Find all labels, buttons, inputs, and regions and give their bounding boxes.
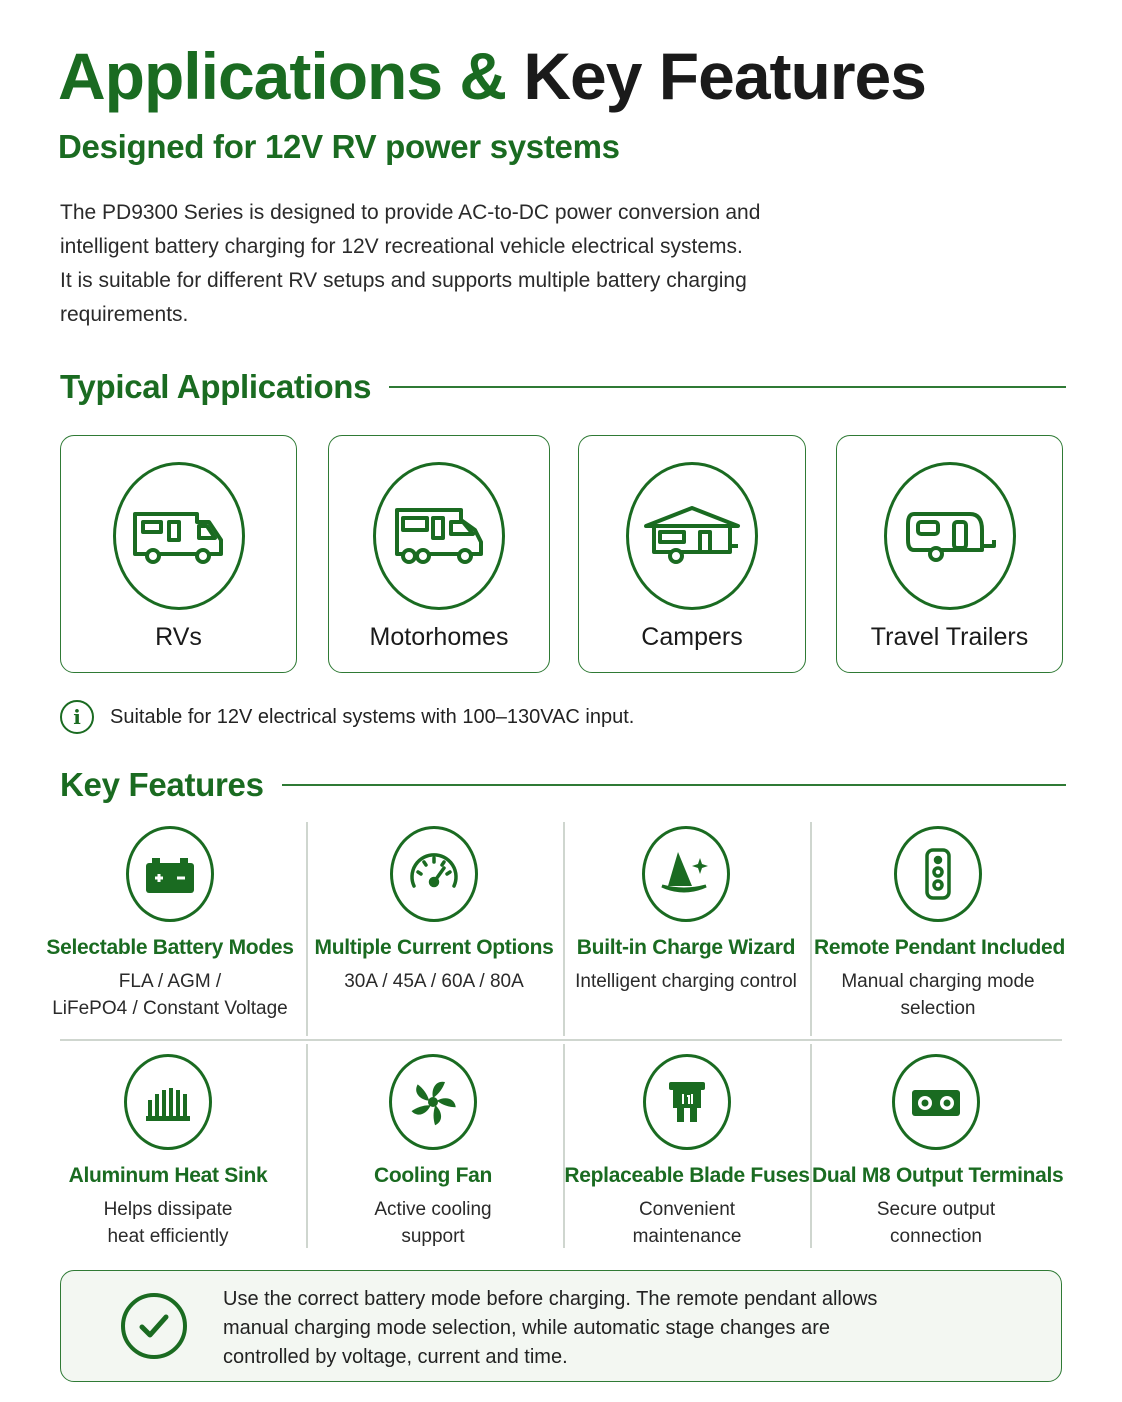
heat-sink-icon <box>124 1054 212 1150</box>
feature-aluminum-heat-sink <box>44 1054 292 1250</box>
feature-desc <box>46 968 294 1022</box>
grid-divider <box>60 1039 1062 1041</box>
feature-cooling-fan <box>309 1054 557 1250</box>
title-part-applications: Applications & <box>58 39 507 113</box>
info-icon: i <box>60 700 94 734</box>
feature-name: Selectable Battery Modes <box>46 936 294 959</box>
application-card-motorhomes <box>328 435 550 673</box>
feature-desc-line: Secure output <box>876 1199 996 1220</box>
feature-desc-line: FLA / AGM / <box>118 971 222 992</box>
feature-desc <box>309 1196 557 1250</box>
camper-icon <box>626 462 758 610</box>
feature-desc <box>562 968 810 995</box>
remote-pendant-icon <box>894 826 982 922</box>
applications-heading: Typical Applications <box>60 368 372 405</box>
blade-fuse-icon <box>643 1054 731 1150</box>
feature-desc-line: heat efficiently <box>107 1226 229 1247</box>
intro-line: It is suitable for different RV setups and supports multiple battery charging <box>60 269 747 292</box>
check-circle-icon <box>121 1293 187 1359</box>
feature-name: Cooling Fan <box>373 1164 492 1187</box>
applications-heading-row <box>60 368 1066 406</box>
feature-name: Replaceable Blade Fuses <box>564 1164 810 1187</box>
feature-desc-line: maintenance <box>632 1226 742 1247</box>
feature-name: Remote Pendant Included <box>814 936 1065 959</box>
feature-desc-line: support <box>401 1226 465 1247</box>
feature-desc-line: Convenient <box>638 1199 736 1220</box>
feature-selectable-battery-modes <box>46 826 294 1022</box>
feature-multiple-current-options <box>310 826 558 995</box>
application-label: RVs <box>155 623 202 651</box>
title-part-key-features: Key Features <box>523 39 926 113</box>
feature-desc <box>44 1196 292 1250</box>
feature-desc-line: Intelligent charging control <box>575 971 797 992</box>
motorhome-icon <box>373 462 505 610</box>
intro-line: The PD9300 Series is designed to provide AC-to-DC power conversion and <box>60 201 761 224</box>
terminals-icon <box>892 1054 980 1150</box>
heading-rule <box>282 784 1066 786</box>
page-subtitle: Designed for 12V RV power systems <box>58 128 620 165</box>
feature-built-in-charge-wizard <box>562 826 810 995</box>
grid-divider <box>810 822 812 1036</box>
feature-desc <box>310 968 558 995</box>
feature-replaceable-blade-fuses <box>563 1054 811 1250</box>
feature-desc-line: Helps dissipate <box>103 1199 233 1220</box>
feature-desc <box>814 968 1062 1022</box>
feature-name: Multiple Current Options <box>314 936 554 959</box>
note-text: Suitable for 12V electrical systems with 100–130VAC input. <box>110 705 635 728</box>
feature-desc-line: 30A / 45A / 60A / 80A <box>344 971 524 992</box>
input-note <box>60 700 634 734</box>
application-card-campers <box>578 435 806 673</box>
feature-desc <box>812 1196 1060 1250</box>
page-title <box>58 40 926 113</box>
tip-line: controlled by voltage, current and time. <box>223 1346 568 1368</box>
application-label: Campers <box>641 623 743 651</box>
battery-icon <box>126 826 214 922</box>
feature-dual-m8-output-terminals <box>812 1054 1064 1250</box>
feature-name: Dual M8 Output Terminals <box>812 1164 1064 1187</box>
features-heading: Key Features <box>60 766 264 803</box>
feature-desc-line: connection <box>890 1226 982 1247</box>
features-heading-row <box>60 766 1066 804</box>
travel-trailer-icon <box>884 462 1016 610</box>
feature-desc-line: Active cooling <box>374 1199 492 1220</box>
tip-text <box>223 1285 903 1372</box>
wizard-hat-icon <box>642 826 730 922</box>
feature-remote-pendant-included <box>814 826 1065 1022</box>
application-card-travel-trailers <box>836 435 1063 673</box>
application-card-rvs <box>60 435 297 673</box>
intro-paragraph <box>60 196 820 332</box>
feature-desc <box>563 1196 811 1250</box>
heading-rule <box>389 386 1066 388</box>
feature-desc-line: selection <box>900 998 976 1019</box>
intro-line: requirements. <box>60 303 189 326</box>
feature-name: Aluminum Heat Sink <box>68 1164 268 1187</box>
fan-icon <box>389 1054 477 1150</box>
tip-line: Use the correct battery mode before charging. The remote pendant allows <box>223 1288 878 1310</box>
application-label: Travel Trailers <box>870 623 1029 651</box>
grid-divider <box>306 1044 308 1248</box>
gauge-icon <box>390 826 478 922</box>
application-label: Motorhomes <box>369 623 509 651</box>
tip-line: manual charging mode selection, while automatic stage changes are <box>223 1317 831 1339</box>
grid-divider <box>306 822 308 1036</box>
feature-name: Built-in Charge Wizard <box>576 936 796 959</box>
feature-desc-line: LiFePO4 / Constant Voltage <box>52 998 288 1019</box>
feature-desc-line: Manual charging mode <box>841 971 1035 992</box>
rv-icon <box>113 462 245 610</box>
usage-tip-box <box>60 1270 1062 1382</box>
intro-line: intelligent battery charging for 12V recreational vehicle electrical systems. <box>60 235 743 258</box>
